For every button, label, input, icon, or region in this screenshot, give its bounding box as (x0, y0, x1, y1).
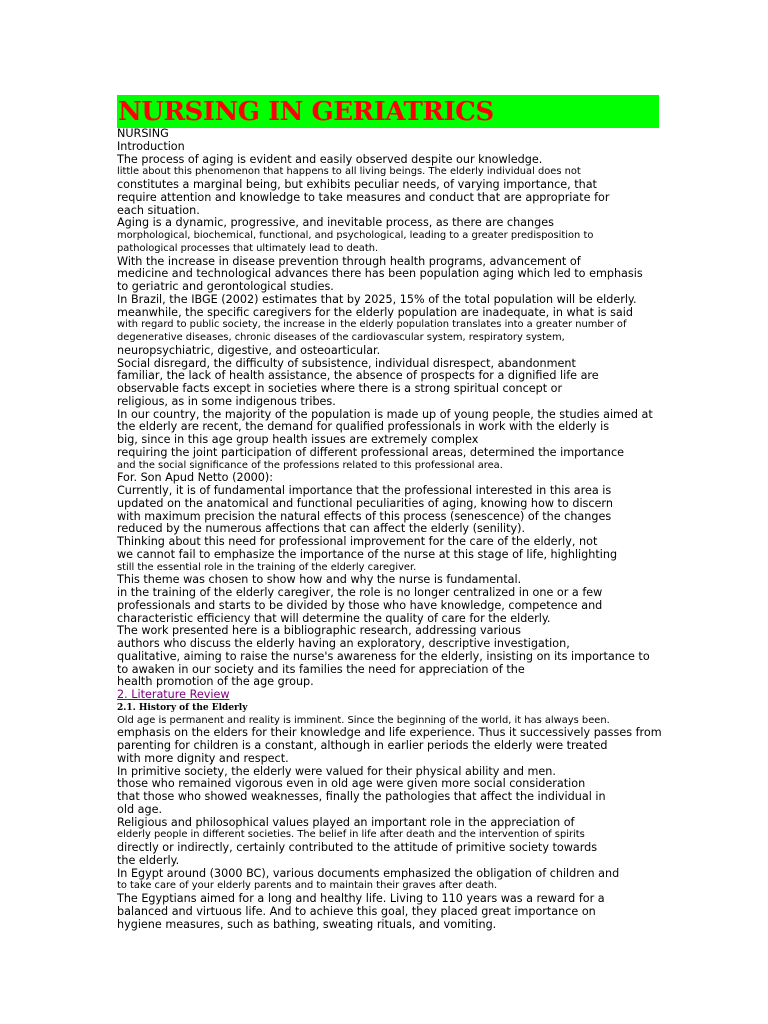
text-line: require attention and knowledge to take measures and conduct that are appropriate for (117, 190, 610, 204)
subsection-heading: 2.1. History of the Elderly (117, 702, 248, 713)
section-link-literature-review[interactable]: 2. Literature Review (117, 688, 230, 701)
text-line: and the social significance of the professions related to this professional area. (117, 459, 503, 471)
text-line: Religious and philosophical values played an important role in the appreciation of (117, 815, 575, 829)
text-line: This theme was chosen to show how and why the nurse is fundamental. (117, 573, 522, 587)
text-line: familiar, the lack of health assistance, the absence of prospects for a dignified life are (117, 369, 599, 383)
text-line: updated on the anatomical and functional peculiarities of aging, knowing how to discern (117, 496, 613, 510)
text-line: For. Son Apud Netto (2000): (117, 471, 274, 485)
text-line: The work presented here is a bibliographic research, addressing various (117, 624, 521, 638)
text-line: elderly people in different societies. The belief in life after death and the intervention of spirits (117, 829, 585, 841)
text-line: meanwhile, the specific caregivers for the elderly population are inadequate, in what is said (117, 305, 633, 319)
document-page (117, 95, 662, 931)
text-line: In Egypt around (3000 BC), various documents emphasized the obligation of children and (117, 866, 620, 880)
text-line: hygiene measures, such as bathing, sweating rituals, and vomiting. (117, 917, 497, 931)
text-line: In our country, the majority of the population is made up of young people, the studies aimed at (117, 407, 653, 421)
text-line: parenting for children is a constant, although in earlier periods the elderly were treated (117, 739, 608, 752)
text-line: with maximum precision the natural effects of this process (senescence) of the changes (117, 509, 612, 523)
text-line: qualitative, aiming to raise the nurse's awareness for the elderly, insisting on its importance to (117, 649, 650, 663)
text-line: Currently, it is of fundamental importance that the professional interested in this area is (117, 484, 612, 497)
text-line: with more dignity and respect. (117, 751, 289, 765)
text-line: Aging is a dynamic, progressive, and inevitable process, as there are changes (117, 216, 554, 230)
text-line: to geriatric and gerontological studies. (117, 280, 334, 293)
text-line: professionals and starts to be divided by those who have knowledge, competence and (117, 598, 603, 612)
text-line: reduced by the numerous affections that can affect the elderly (senility). (117, 522, 526, 536)
text-line: to take care of your elderly parents and to maintain their graves after death. (117, 880, 498, 892)
text-line: the elderly are recent, the demand for qualified professionals in work with the elderly is (117, 420, 610, 434)
text-line: still the essential role in the training of the elderly caregiver. (117, 561, 417, 573)
text-line: characteristic efficiency that will determine the quality of care for the elderly. (117, 611, 551, 625)
text-line: balanced and virtuous life. And to achieve this goal, they placed great importance on (117, 904, 596, 918)
text-line: Thinking about this need for professional improvement for the care of the elderly, not (117, 535, 598, 548)
text-line: with regard to public society, the increase in the elderly population translates into a greater number of (117, 319, 627, 331)
text-line: little about this phenomenon that happens to all living beings. The elderly individual does not (117, 166, 581, 178)
text-line: those who remained vigorous even in old age were given more social consideration (117, 777, 586, 791)
text-line: in the training of the elderly caregiver, the role is no longer centralized in one or a few (117, 586, 603, 599)
text-line: Social disregard, the difficulty of subsistence, individual disrespect, abandonment (117, 356, 576, 370)
text-line: health promotion of the age group. (117, 675, 314, 689)
text-line: With the increase in disease prevention through health programs, advancement of (117, 254, 581, 268)
text-line: old age. (117, 802, 163, 816)
text-line: we cannot fail to emphasize the importance of the nurse at this stage of life, highlighting (117, 547, 618, 561)
text-line: pathological processes that ultimately lead to death. (117, 242, 379, 254)
text-line: the elderly. (117, 853, 180, 867)
text-line: that those who showed weaknesses, finally the pathologies that affect the individual in (117, 790, 606, 803)
text-line: directly or indirectly, certainly contributed to the attitude of primitive society towards (117, 841, 598, 854)
document-title: NURSING IN GERIATRICS (118, 96, 494, 127)
text-line: medicine and technological advances there has been population aging which led to emphasis (117, 267, 643, 281)
text-line: to awaken in our society and its families the need for appreciation of the (117, 662, 525, 676)
text-line: NURSING (117, 127, 169, 140)
text-line: authors who discuss the elderly having an exploratory, descriptive investigation, (117, 637, 570, 650)
text-line: The process of aging is evident and easily observed despite our knowledge. (117, 152, 543, 166)
text-line: degenerative diseases, chronic diseases of the cardiovascular system, respiratory system, (117, 332, 565, 343)
document-body (117, 128, 662, 931)
text-line: neuropsychiatric, digestive, and osteoarticular. (117, 343, 381, 357)
text-line: The Egyptians aimed for a long and healthy life. Living to 110 years was a reward for a (117, 892, 605, 905)
text-line: emphasis on the elders for their knowledge and life experience. Thus it successively passes from (117, 726, 662, 740)
text-line: morphological, biochemical, functional, and psychological, leading to a greater predisposition to (117, 230, 594, 241)
text-line: requiring the joint participation of different professional areas, determined the importance (117, 445, 625, 459)
text-line: In primitive society, the elderly were valued for their physical ability and men. (117, 764, 556, 778)
text-line: big, since in this age group health issues are extremely complex (117, 433, 479, 446)
text-line: religious, as in some indigenous tribes. (117, 394, 336, 408)
text-line: each situation. (117, 203, 200, 217)
text-line: Old age is permanent and reality is imminent. Since the beginning of the world, it has always been. (117, 714, 610, 726)
title-banner (117, 95, 659, 128)
text-line: In Brazil, the IBGE (2002) estimates that by 2025, 15% of the total population will be elderly. (117, 292, 637, 306)
text-line: observable facts except in societies where there is a strong spiritual concept or (117, 382, 563, 395)
text-line: Introduction (117, 139, 185, 153)
text-line: constitutes a marginal being, but exhibits peculiar needs, of varying importance, that (117, 178, 597, 191)
